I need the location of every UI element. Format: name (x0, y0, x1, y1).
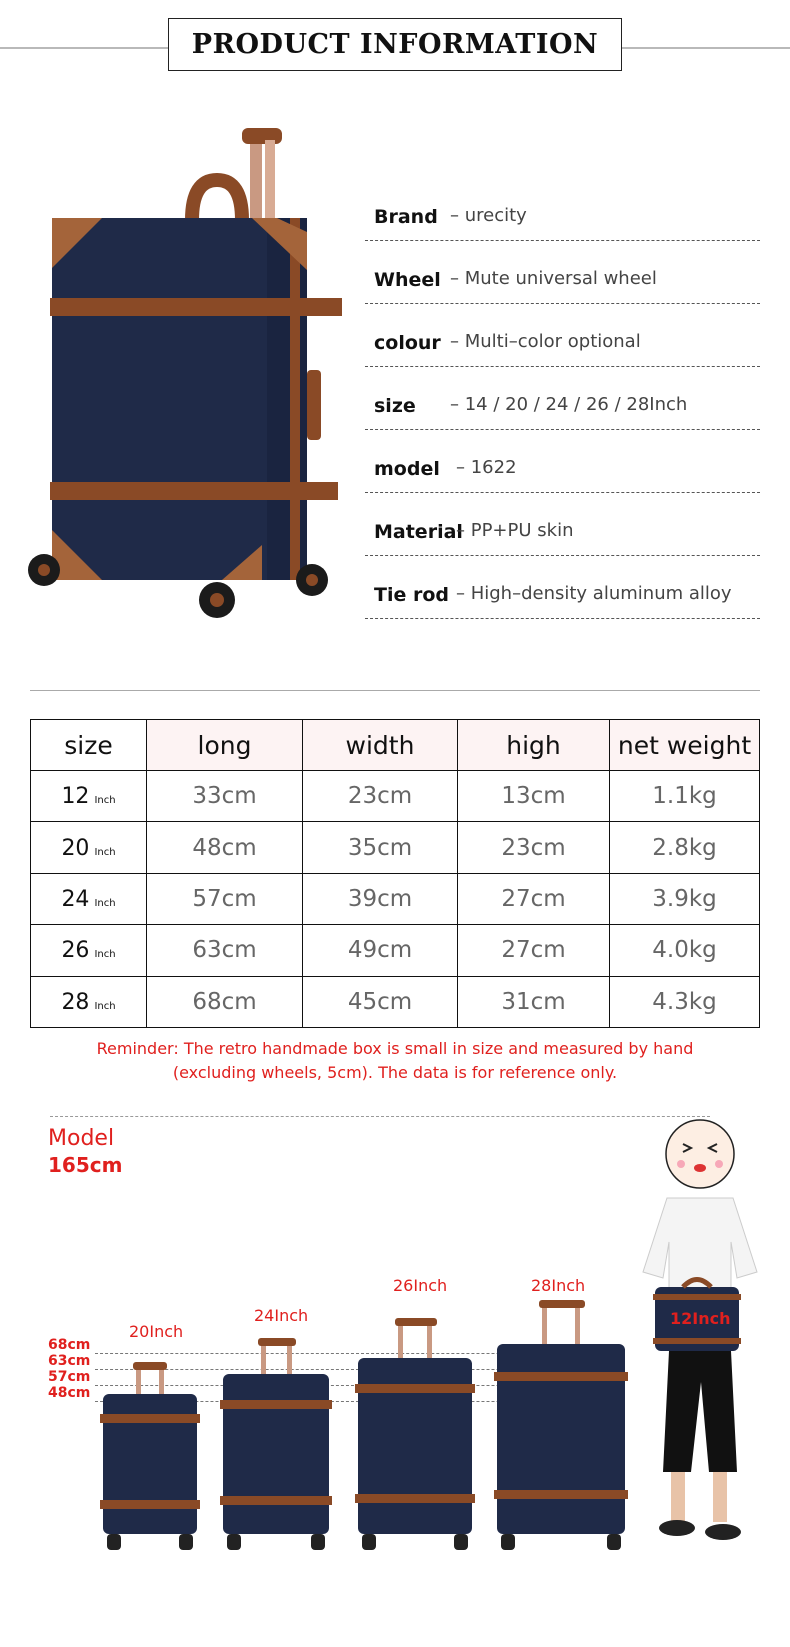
column-header-high: high (458, 720, 610, 771)
spec-row-wheel (365, 242, 760, 304)
size-cell (31, 771, 147, 822)
spec-label: Wheel (374, 269, 441, 291)
weight-cell: 1.1kg (610, 771, 760, 822)
spec-row-material (365, 494, 760, 556)
weight-cell: 4.0kg (610, 925, 760, 976)
suitcase-24inch (223, 1338, 329, 1552)
width-cell: 35cm (303, 822, 458, 873)
reminder-line-2: (excluding wheels, 5cm). The data is for reference only. (172, 1063, 618, 1082)
spec-row-brand (365, 179, 760, 241)
size-value: 26 (61, 938, 90, 964)
size-unit: Inch (94, 1000, 116, 1012)
weight-cell: 2.8kg (610, 822, 760, 873)
reminder-note (30, 1037, 760, 1085)
spec-value: – 1622 (456, 457, 517, 478)
header-line-left (0, 47, 168, 49)
spec-label: Brand (374, 206, 438, 228)
case-label-20inch: 20Inch (129, 1322, 184, 1341)
width-cell: 39cm (303, 873, 458, 924)
spec-value: – Mute universal wheel (450, 268, 657, 289)
table-header-row (31, 720, 760, 771)
case-label-28inch: 28Inch (531, 1276, 586, 1295)
spec-label: size (374, 395, 416, 417)
width-cell: 23cm (303, 771, 458, 822)
width-cell: 45cm (303, 976, 458, 1027)
model-height: 165cm (48, 1153, 123, 1177)
ref-label-48cm: 48cm (48, 1385, 91, 1401)
high-cell: 13cm (458, 771, 610, 822)
spec-value: – 14 / 20 / 24 / 26 / 28Inch (450, 394, 688, 415)
column-header-width: width (303, 720, 458, 771)
model-height-line (50, 1116, 710, 1117)
suitcase-26inch (358, 1318, 472, 1552)
long-cell: 63cm (147, 925, 303, 976)
long-cell: 68cm (147, 976, 303, 1027)
long-cell: 48cm (147, 822, 303, 873)
high-cell: 23cm (458, 822, 610, 873)
width-cell: 49cm (303, 925, 458, 976)
spec-label: Material (374, 521, 463, 543)
column-header-net-weight: net weight (610, 720, 760, 771)
long-cell: 57cm (147, 873, 303, 924)
ref-label-68cm: 68cm (48, 1337, 91, 1353)
case-label-24inch: 24Inch (254, 1306, 309, 1325)
size-unit: Inch (94, 795, 116, 807)
ref-label-57cm: 57cm (48, 1369, 91, 1385)
table-row (31, 976, 760, 1027)
weight-cell: 4.3kg (610, 976, 760, 1027)
product-suitcase-image (22, 120, 342, 650)
spec-row-tie-rod (365, 557, 760, 619)
spec-row-model (365, 431, 760, 493)
column-header-long: long (147, 720, 303, 771)
size-value: 24 (61, 886, 90, 912)
spec-value: – High–density aluminum alloy (456, 583, 732, 604)
high-cell: 27cm (458, 925, 610, 976)
spec-row-colour (365, 305, 760, 367)
size-cell (31, 873, 147, 924)
high-cell: 31cm (458, 976, 610, 1027)
ref-label-63cm: 63cm (48, 1353, 91, 1369)
spec-value: – urecity (450, 205, 527, 226)
long-cell: 33cm (147, 771, 303, 822)
section-divider (30, 690, 760, 691)
high-cell: 27cm (458, 873, 610, 924)
suitcase-28inch (497, 1300, 625, 1552)
page-title: PRODUCT INFORMATION (191, 29, 599, 60)
spec-row-size (365, 368, 760, 430)
spec-value: – PP+PU skin (456, 520, 574, 541)
column-header-size: size (31, 720, 147, 771)
size-value: 20 (61, 835, 90, 861)
table-row (31, 873, 760, 924)
size-cell (31, 976, 147, 1027)
spec-value: – Multi–color optional (450, 331, 641, 352)
size-cell (31, 822, 147, 873)
size-unit: Inch (94, 846, 116, 858)
header-line-right (622, 47, 790, 49)
size-unit: Inch (94, 949, 116, 961)
size-value: 28 (61, 989, 90, 1015)
spec-label: model (374, 458, 440, 480)
spec-label: Tie rod (374, 584, 449, 606)
weight-cell: 3.9kg (610, 873, 760, 924)
table-row (31, 925, 760, 976)
model-label: Model (48, 1126, 115, 1151)
size-unit: Inch (94, 897, 116, 909)
model-figure (625, 1112, 765, 1552)
reminder-line-1: Reminder: The retro handmade box is small in size and measured by hand (96, 1039, 694, 1058)
size-table (30, 719, 760, 1028)
case-label-12inch: 12Inch (670, 1309, 731, 1328)
header-banner (168, 18, 622, 71)
table-row (31, 822, 760, 873)
size-cell (31, 925, 147, 976)
table-row (31, 771, 760, 822)
suitcase-20inch (103, 1362, 197, 1552)
spec-label: colour (374, 332, 441, 354)
size-value: 12 (61, 784, 90, 810)
case-label-26inch: 26Inch (393, 1276, 448, 1295)
